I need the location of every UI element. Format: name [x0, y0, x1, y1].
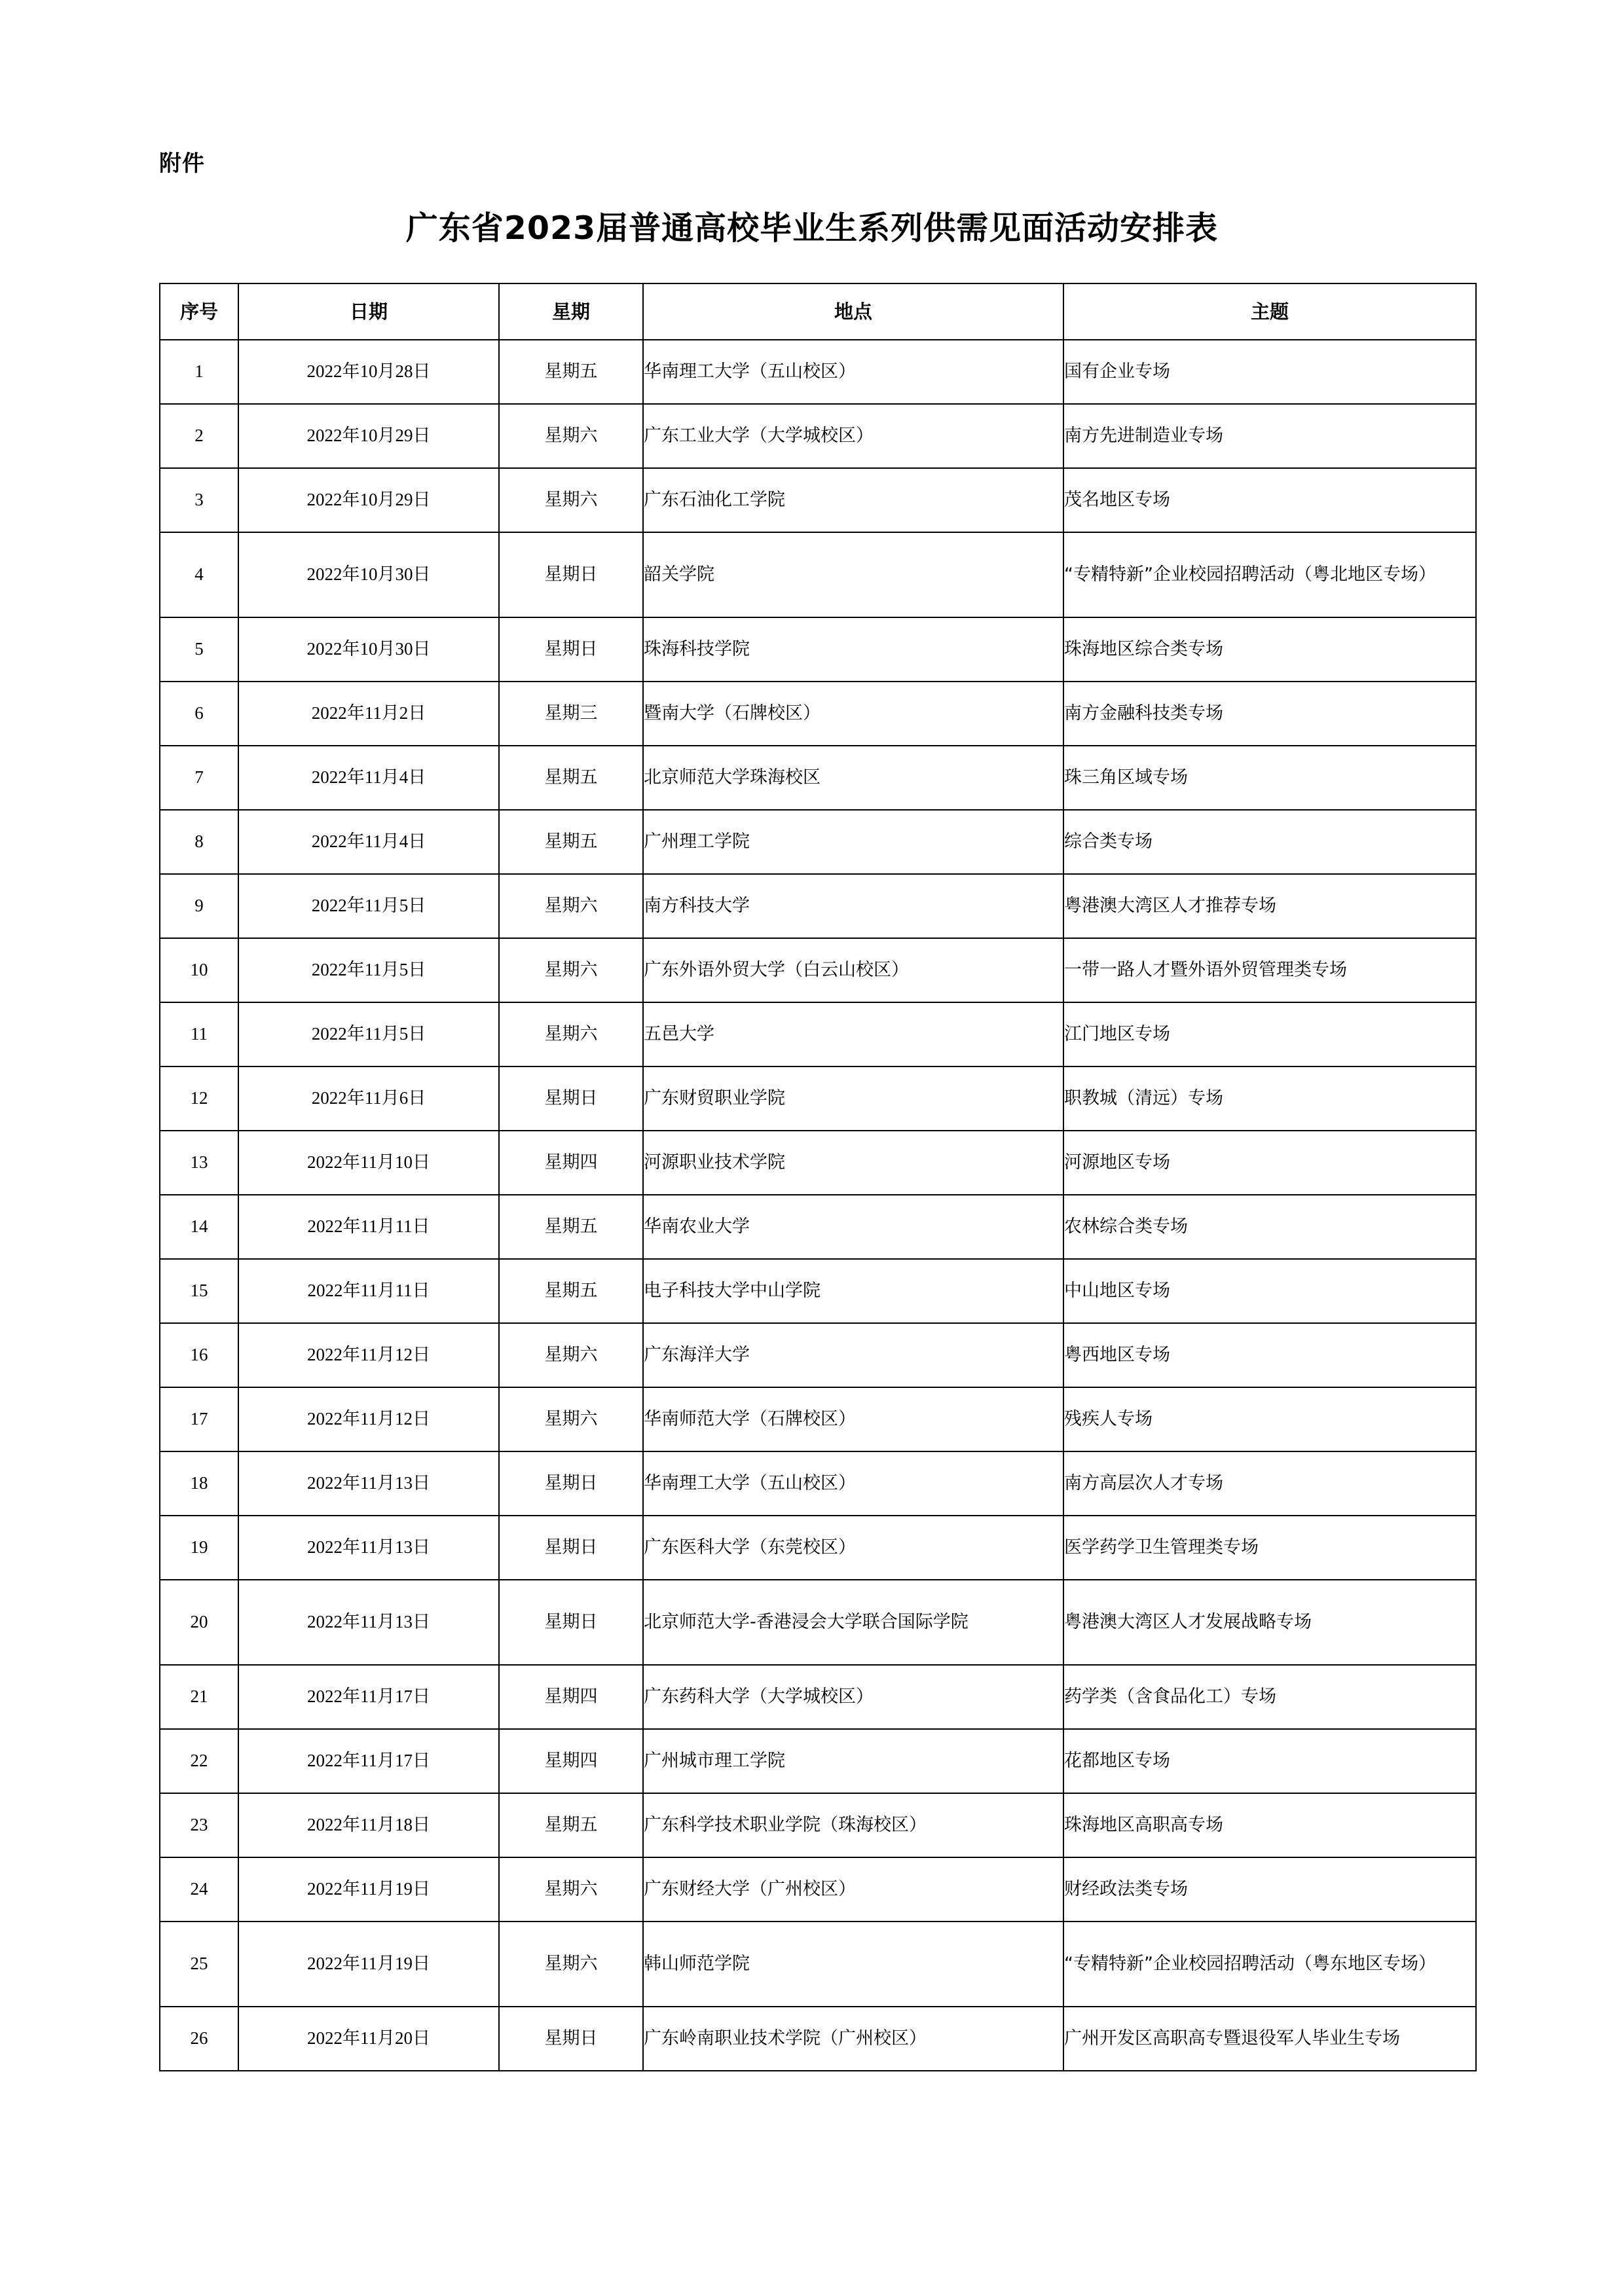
cell-topic: 茂名地区专场: [1063, 468, 1476, 532]
cell-no: 6: [160, 682, 238, 746]
cell-place: 广东海洋大学: [643, 1323, 1063, 1387]
cell-date: 2022年11月12日: [238, 1387, 499, 1451]
cell-topic: 粤西地区专场: [1063, 1323, 1476, 1387]
table-header: [160, 283, 1476, 340]
cell-date: 2022年11月5日: [238, 874, 499, 938]
cell-no: 12: [160, 1066, 238, 1131]
table-row: [160, 1195, 1476, 1259]
table-row: [160, 1580, 1476, 1665]
table-row: [160, 810, 1476, 874]
cell-topic: 农林综合类专场: [1063, 1195, 1476, 1259]
cell-topic: 珠三角区域专场: [1063, 746, 1476, 810]
cell-week: 星期六: [499, 1857, 643, 1922]
table-row: [160, 1451, 1476, 1516]
cell-week: 星期五: [499, 340, 643, 404]
cell-place: 广东财贸职业学院: [643, 1066, 1063, 1131]
cell-week: 星期六: [499, 1002, 643, 1066]
cell-place: 广州城市理工学院: [643, 1729, 1063, 1793]
column-header-place: 地点: [643, 283, 1063, 340]
cell-no: 15: [160, 1259, 238, 1323]
cell-date: 2022年11月5日: [238, 1002, 499, 1066]
cell-week: 星期六: [499, 1387, 643, 1451]
table-header-row: [160, 283, 1476, 340]
table-row: [160, 468, 1476, 532]
cell-topic: 国有企业专场: [1063, 340, 1476, 404]
cell-no: 4: [160, 532, 238, 617]
cell-date: 2022年11月13日: [238, 1451, 499, 1516]
cell-week: 星期四: [499, 1729, 643, 1793]
cell-topic: 医学药学卫生管理类专场: [1063, 1516, 1476, 1580]
table-row: [160, 1516, 1476, 1580]
cell-place: 北京师范大学-香港浸会大学联合国际学院: [643, 1580, 1063, 1665]
cell-date: 2022年11月13日: [238, 1516, 499, 1580]
cell-date: 2022年11月20日: [238, 2007, 499, 2071]
schedule-table-wrapper: [159, 283, 1469, 2071]
table-row: [160, 617, 1476, 682]
cell-date: 2022年10月28日: [238, 340, 499, 404]
table-row: [160, 682, 1476, 746]
cell-week: 星期六: [499, 468, 643, 532]
cell-no: 14: [160, 1195, 238, 1259]
cell-week: 星期日: [499, 2007, 643, 2071]
cell-no: 9: [160, 874, 238, 938]
cell-no: 18: [160, 1451, 238, 1516]
table-row: [160, 1387, 1476, 1451]
table-row: [160, 874, 1476, 938]
cell-week: 星期日: [499, 1066, 643, 1131]
cell-no: 24: [160, 1857, 238, 1922]
table-row: [160, 1002, 1476, 1066]
column-header-topic: 主题: [1063, 283, 1476, 340]
cell-date: 2022年10月29日: [238, 404, 499, 468]
cell-place: 北京师范大学珠海校区: [643, 746, 1063, 810]
cell-date: 2022年11月18日: [238, 1793, 499, 1857]
cell-no: 2: [160, 404, 238, 468]
table-row: [160, 532, 1476, 617]
cell-place: 广东药科大学（大学城校区）: [643, 1665, 1063, 1729]
cell-place: 河源职业技术学院: [643, 1131, 1063, 1195]
cell-week: 星期六: [499, 1323, 643, 1387]
cell-date: 2022年11月17日: [238, 1665, 499, 1729]
cell-no: 17: [160, 1387, 238, 1451]
cell-date: 2022年11月2日: [238, 682, 499, 746]
cell-date: 2022年10月30日: [238, 617, 499, 682]
cell-date: 2022年11月13日: [238, 1580, 499, 1665]
column-header-date: 日期: [238, 283, 499, 340]
cell-topic: 粤港澳大湾区人才发展战略专场: [1063, 1580, 1476, 1665]
cell-no: 16: [160, 1323, 238, 1387]
cell-topic: “专精特新”企业校园招聘活动（粤北地区专场）: [1063, 532, 1476, 617]
cell-date: 2022年11月19日: [238, 1922, 499, 2007]
cell-topic: 花都地区专场: [1063, 1729, 1476, 1793]
cell-topic: 河源地区专场: [1063, 1131, 1476, 1195]
cell-topic: 一带一路人才暨外语外贸管理类专场: [1063, 938, 1476, 1002]
cell-no: 3: [160, 468, 238, 532]
cell-week: 星期六: [499, 1922, 643, 2007]
cell-week: 星期日: [499, 617, 643, 682]
table-row: [160, 1857, 1476, 1922]
table-row: [160, 746, 1476, 810]
cell-topic: 药学类（含食品化工）专场: [1063, 1665, 1476, 1729]
cell-place: 广东工业大学（大学城校区）: [643, 404, 1063, 468]
cell-week: 星期四: [499, 1131, 643, 1195]
cell-date: 2022年11月11日: [238, 1195, 499, 1259]
cell-place: 暨南大学（石牌校区）: [643, 682, 1063, 746]
cell-place: 广东科学技术职业学院（珠海校区）: [643, 1793, 1063, 1857]
attachment-label: 附件: [159, 151, 205, 177]
table-body: [160, 340, 1476, 2071]
cell-week: 星期五: [499, 746, 643, 810]
cell-place: 韩山师范学院: [643, 1922, 1063, 2007]
cell-place: 电子科技大学中山学院: [643, 1259, 1063, 1323]
cell-place: 广东医科大学（东莞校区）: [643, 1516, 1063, 1580]
table-row: [160, 1793, 1476, 1857]
cell-no: 23: [160, 1793, 238, 1857]
cell-no: 7: [160, 746, 238, 810]
cell-date: 2022年10月29日: [238, 468, 499, 532]
cell-place: 华南理工大学（五山校区）: [643, 340, 1063, 404]
cell-place: 广东岭南职业技术学院（广州校区）: [643, 2007, 1063, 2071]
cell-no: 5: [160, 617, 238, 682]
cell-place: 韶关学院: [643, 532, 1063, 617]
cell-place: 华南师范大学（石牌校区）: [643, 1387, 1063, 1451]
cell-place: 广东财经大学（广州校区）: [643, 1857, 1063, 1922]
table-row: [160, 1922, 1476, 2007]
cell-place: 华南农业大学: [643, 1195, 1063, 1259]
cell-no: 25: [160, 1922, 238, 2007]
column-header-no: 序号: [160, 283, 238, 340]
cell-place: 五邑大学: [643, 1002, 1063, 1066]
cell-week: 星期三: [499, 682, 643, 746]
cell-place: 广东外语外贸大学（白云山校区）: [643, 938, 1063, 1002]
cell-no: 1: [160, 340, 238, 404]
cell-topic: 财经政法类专场: [1063, 1857, 1476, 1922]
table-row: [160, 340, 1476, 404]
cell-no: 21: [160, 1665, 238, 1729]
cell-date: 2022年11月4日: [238, 746, 499, 810]
cell-topic: 广州开发区高职高专暨退役军人毕业生专场: [1063, 2007, 1476, 2071]
cell-place: 南方科技大学: [643, 874, 1063, 938]
table-row: [160, 1323, 1476, 1387]
table-row: [160, 1131, 1476, 1195]
cell-week: 星期六: [499, 938, 643, 1002]
cell-topic: “专精特新”企业校园招聘活动（粤东地区专场）: [1063, 1922, 1476, 2007]
table-row: [160, 1665, 1476, 1729]
table-row: [160, 938, 1476, 1002]
cell-no: 22: [160, 1729, 238, 1793]
cell-date: 2022年11月6日: [238, 1066, 499, 1131]
cell-week: 星期日: [499, 1580, 643, 1665]
cell-date: 2022年11月11日: [238, 1259, 499, 1323]
cell-no: 20: [160, 1580, 238, 1665]
cell-week: 星期日: [499, 532, 643, 617]
column-header-week: 星期: [499, 283, 643, 340]
cell-topic: 职教城（清远）专场: [1063, 1066, 1476, 1131]
cell-topic: 中山地区专场: [1063, 1259, 1476, 1323]
cell-topic: 珠海地区综合类专场: [1063, 617, 1476, 682]
cell-topic: 综合类专场: [1063, 810, 1476, 874]
schedule-table: [159, 283, 1477, 2071]
cell-no: 8: [160, 810, 238, 874]
cell-place: 珠海科技学院: [643, 617, 1063, 682]
cell-week: 星期日: [499, 1516, 643, 1580]
cell-topic: 残疾人专场: [1063, 1387, 1476, 1451]
cell-week: 星期五: [499, 1793, 643, 1857]
cell-topic: 珠海地区高职高专场: [1063, 1793, 1476, 1857]
cell-week: 星期日: [499, 1451, 643, 1516]
cell-no: 19: [160, 1516, 238, 1580]
cell-week: 星期五: [499, 1259, 643, 1323]
cell-topic: 江门地区专场: [1063, 1002, 1476, 1066]
cell-week: 星期六: [499, 874, 643, 938]
cell-topic: 南方高层次人才专场: [1063, 1451, 1476, 1516]
cell-place: 华南理工大学（五山校区）: [643, 1451, 1063, 1516]
cell-place: 广州理工学院: [643, 810, 1063, 874]
cell-no: 13: [160, 1131, 238, 1195]
table-row: [160, 2007, 1476, 2071]
cell-no: 11: [160, 1002, 238, 1066]
cell-no: 26: [160, 2007, 238, 2071]
cell-week: 星期五: [499, 810, 643, 874]
table-row: [160, 1259, 1476, 1323]
cell-week: 星期六: [499, 404, 643, 468]
table-row: [160, 1729, 1476, 1793]
cell-date: 2022年11月5日: [238, 938, 499, 1002]
page-title: 广东省2023届普通高校毕业生系列供需见面活动安排表: [405, 210, 1219, 247]
cell-date: 2022年11月10日: [238, 1131, 499, 1195]
cell-topic: 南方金融科技类专场: [1063, 682, 1476, 746]
cell-topic: 粤港澳大湾区人才推荐专场: [1063, 874, 1476, 938]
cell-date: 2022年11月17日: [238, 1729, 499, 1793]
cell-date: 2022年10月30日: [238, 532, 499, 617]
cell-place: 广东石油化工学院: [643, 468, 1063, 532]
cell-date: 2022年11月4日: [238, 810, 499, 874]
cell-week: 星期五: [499, 1195, 643, 1259]
cell-week: 星期四: [499, 1665, 643, 1729]
cell-date: 2022年11月19日: [238, 1857, 499, 1922]
table-row: [160, 1066, 1476, 1131]
table-row: [160, 404, 1476, 468]
cell-date: 2022年11月12日: [238, 1323, 499, 1387]
cell-topic: 南方先进制造业专场: [1063, 404, 1476, 468]
cell-no: 10: [160, 938, 238, 1002]
